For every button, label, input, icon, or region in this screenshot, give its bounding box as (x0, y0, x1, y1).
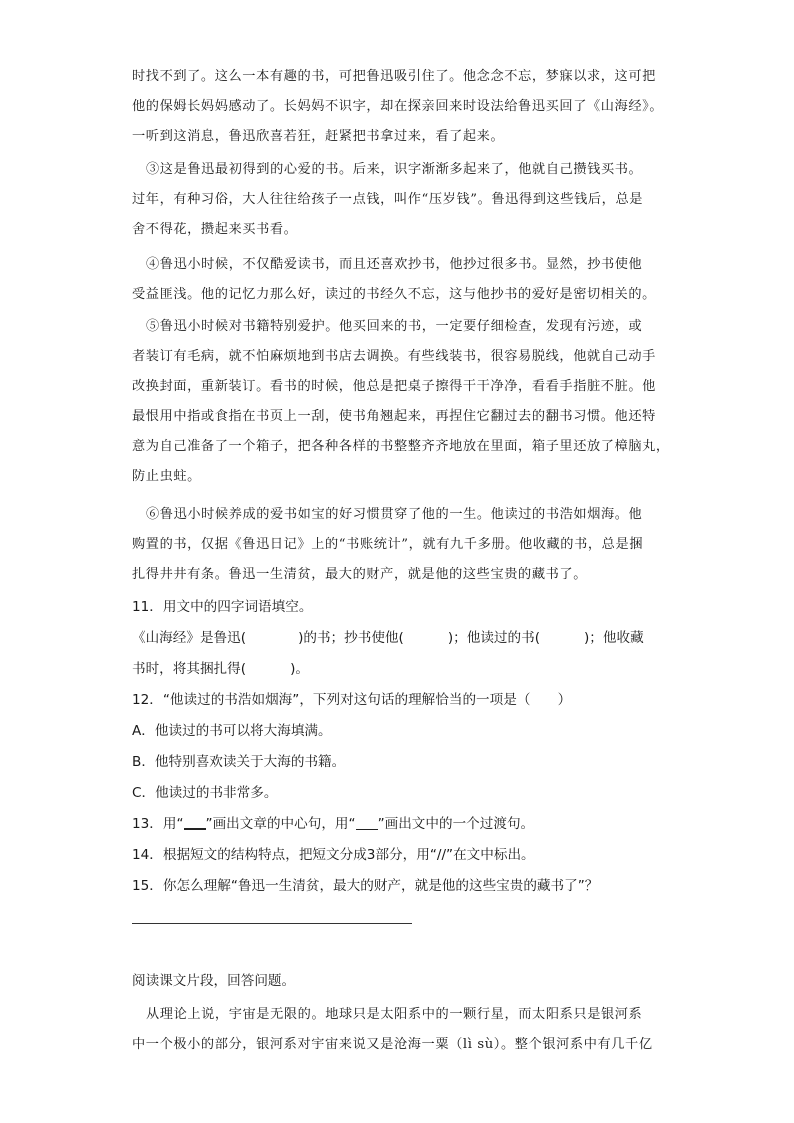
q11-text: 书时，将其捆扎得( (132, 661, 247, 677)
text-line: 受益匪浅。他的记忆力那么好，读过的书经久不忘，这与他抄书的爱好是密切相关的。 (132, 287, 656, 302)
q11-text: )。 (290, 661, 309, 677)
question-14: 14．根据短文的结构特点，把短文分成3部分，用“//”在文中标出。 (132, 847, 535, 863)
straight-underline-mark (184, 814, 206, 830)
passage-2-intro-block (132, 966, 672, 997)
text-line: 他的保姆长妈妈感动了。长妈妈不识字，却在探亲回来时设法给鲁迅买回了《山海经》。 (132, 99, 664, 114)
passage-paragraph-5 (132, 312, 672, 492)
q13-text: 13．用“ (132, 816, 184, 832)
q13-text: ”画出文章的中心句，用“ (205, 816, 356, 832)
text-line: ⑥鲁迅小时候养成的爱书如宝的好习惯贯穿了他的一生。他读过的书浩如烟海。他 (146, 507, 643, 522)
text-line: 意为自己准备了一个箱子，把各种各样的书整整齐齐地放在里面，箱子里还放了樟脑丸， (132, 439, 670, 454)
question-11-line-1 (132, 623, 672, 654)
passage-paragraph-6 (132, 500, 672, 590)
text-line: 时找不到了。这么一本有趣的书，可把鲁迅吸引住了。他念念不忘，梦寐以求，这可把 (132, 69, 656, 84)
passage-2 (132, 1000, 672, 1060)
passage-paragraph-4 (132, 250, 672, 310)
text-line: 者装订有毛病，就不怕麻烦地到书店去调换。有些线装书，很容易脱线，他就自己动手 (132, 349, 656, 364)
question-12-stem: 12．“他读过的书浩如烟海”，下列对这句话的理解恰当的一项是（ ） (132, 692, 572, 708)
questions-section (132, 592, 672, 902)
text-line: 舍不得花，攒起来买书看。 (132, 222, 298, 237)
text-line: 扎得井井有条。鲁迅一生清贫，最大的财产，就是他的这些宝贵的藏书了。 (132, 567, 587, 582)
text-line: 中一个极小的部分，银河系对宇宙来说又是沧海一粟（lì sù）。整个银河系中有几千亿 (132, 1037, 653, 1052)
passage-paragraph-2 (132, 62, 672, 152)
text-line: 从理论上说，宇宙是无限的。地球只是太阳系中的一颗行星，而太阳系只是银河系 (146, 1007, 643, 1022)
text-line: 防止虫蛀。 (132, 469, 201, 484)
question-11-line-2 (132, 654, 672, 685)
text-line: ⑤鲁迅小时候对书籍特别爱护。他买回来的书，一定要仔细检查，发现有污迹，或 (146, 319, 643, 334)
text-line: 一听到这消息，鲁迅欣喜若狂，赶紧把书拿过来，看了起来。 (132, 129, 505, 144)
text-line: 过年，有种习俗，大人往往给孩子一点钱，叫作“压岁钱”。鲁迅得到这些钱后，总是 (132, 192, 644, 207)
q11-text: 《山海经》是鲁迅( (132, 630, 247, 646)
question-11-stem: 11．用文中的四字词语填空。 (132, 599, 313, 615)
question-15: 15．你怎么理解“鲁迅一生清贫，最大的财产，就是他的这些宝贵的藏书了”？ (132, 878, 599, 894)
wavy-underline-mark (356, 815, 378, 830)
question-12-option-c[interactable]: C．他读过的书非常多。 (132, 785, 278, 801)
text-line: 改换封面，重新装订。看书的时候，他总是把桌子擦得干干净净，看看手指脏不脏。他 (132, 379, 656, 394)
question-13 (132, 809, 672, 840)
text-line: ③这是鲁迅最初得到的心爱的书。后来，识字渐渐多起来了，他就自己攒钱买书。 (146, 162, 643, 177)
q11-text: )；他读过的书( (447, 630, 540, 646)
answer-line[interactable] (132, 923, 412, 924)
text-line: ④鲁迅小时候，不仅酷爱读书，而且还喜欢抄书，他抄过很多书。显然，抄书使他 (146, 257, 643, 272)
text-line: 购置的书，仅据《鲁迅日记》上的“书账统计”，就有九千多册。他收藏的书，总是捆 (132, 537, 644, 552)
question-12-option-b[interactable]: B．他特别喜欢读关于大海的书籍。 (132, 754, 346, 770)
q13-text: ”画出文中的一个过渡句。 (377, 816, 535, 832)
question-12-option-a[interactable]: A．他读过的书可以将大海填满。 (132, 723, 332, 739)
q11-text: )；他收藏 (584, 630, 644, 646)
text-line: 最恨用中指或食指在书页上一刮，使书角翘起来，再捏住它翻过去的翻书习惯。他还特 (132, 409, 656, 424)
passage-2-intro: 阅读课文片段，回答问题。 (132, 973, 296, 989)
q11-text: )的书；抄书使他( (298, 630, 404, 646)
passage-paragraph-3 (132, 155, 672, 245)
